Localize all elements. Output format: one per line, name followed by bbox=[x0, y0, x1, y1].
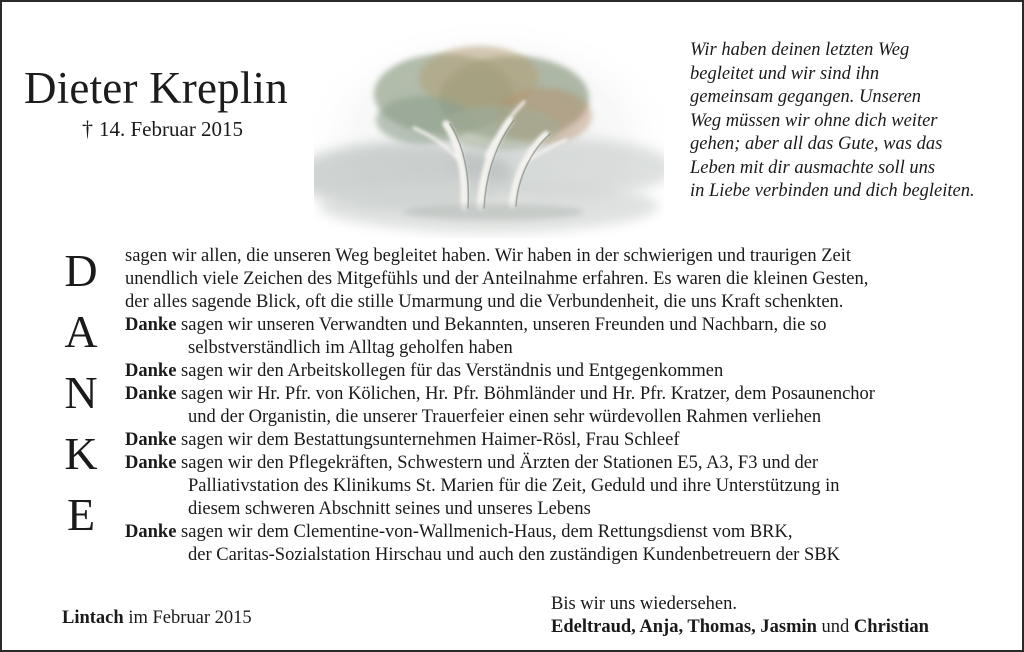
poem-line: gemeinsam gegangen. Unseren bbox=[690, 87, 922, 107]
intro-line: der alles sagende Blick, oft die stille Umarmung und die Verbundenheit, die uns Kraft schenkten. bbox=[125, 292, 844, 312]
thanks-item bbox=[125, 314, 1015, 337]
poem-line: gehen; aber all das Gute, was das bbox=[690, 134, 943, 154]
place-date bbox=[62, 607, 252, 630]
thanks-text-line: sagen wir dem Bestattungsunternehmen Haimer-Rösl, Frau Schleef bbox=[176, 430, 680, 450]
watercolor-tree-icon bbox=[314, 16, 664, 238]
thanks-item bbox=[125, 521, 1015, 544]
poem-line: Wir haben deinen letzten Weg bbox=[690, 40, 910, 60]
thanks-keyword: Danke bbox=[125, 384, 177, 404]
signers-line bbox=[551, 616, 929, 639]
thanks-keyword: Danke bbox=[125, 315, 177, 335]
thanks-keyword: Danke bbox=[125, 361, 177, 381]
intro-line: sagen wir allen, die unseren Weg begleitet haben. Wir haben in der schwierigen und traurigen Zeit bbox=[125, 246, 852, 266]
thanks-text-line: sagen wir Hr. Pfr. von Kölichen, Hr. Pfr. Böhmländer und Hr. Pfr. Kratzer, dem Posaunenchor bbox=[176, 384, 875, 404]
death-date-line bbox=[82, 116, 243, 142]
place-name: Lintach bbox=[62, 608, 124, 628]
thanks-text bbox=[125, 245, 1015, 567]
thanks-keyword: Danke bbox=[125, 453, 177, 473]
farewell-line: Bis wir uns wiedersehen. bbox=[551, 594, 737, 614]
thanks-continuation: und der Organistin, die unserer Trauerfeier einen sehr würdevollen Rahmen verliehen bbox=[188, 407, 822, 427]
thanks-continuation: der Caritas-Sozialstation Hirschau und auch den zuständigen Kundenbetreuern der SBK bbox=[188, 545, 840, 565]
farewell-block bbox=[551, 593, 929, 639]
thanks-text-line: sagen wir unseren Verwandten und Bekannten, unseren Freunden und Nachbarn, die so bbox=[176, 315, 827, 335]
signers-last: Christian bbox=[853, 617, 929, 637]
danke-vertical-title bbox=[46, 240, 116, 545]
death-date: 14. Februar 2015 bbox=[99, 117, 244, 141]
danke-letter: E bbox=[66, 489, 96, 540]
thanks-item bbox=[125, 429, 1015, 452]
thanks-keyword: Danke bbox=[125, 430, 177, 450]
thanks-text-line: sagen wir dem Clementine-von-Wallmenich-Haus, dem Rettungsdienst vom BRK, bbox=[176, 522, 793, 542]
thanks-keyword: Danke bbox=[125, 522, 177, 542]
place-date-text: im Februar 2015 bbox=[123, 608, 252, 628]
deceased-name: Dieter Kreplin bbox=[24, 63, 288, 113]
signers-and: und bbox=[816, 617, 854, 637]
poem-line: Weg müssen wir ohne dich weiter bbox=[690, 110, 938, 131]
thanks-continuation: selbstverständlich im Alltag geholfen haben bbox=[188, 338, 513, 358]
signers-names: Edeltraud, Anja, Thomas, Jasmin bbox=[551, 617, 817, 637]
poem bbox=[690, 39, 1020, 204]
poem-line: Leben mit dir ausmachte soll uns bbox=[690, 157, 936, 178]
poem-line: begleitet und wir sind ihn bbox=[690, 63, 880, 84]
intro-line: unendlich viele Zeichen des Mitgefühls und der Anteilnahme erfahren. Es waren die kleinen Gesten, bbox=[125, 269, 869, 289]
thanks-continuation: Palliativstation des Klinikums St. Marien für die Zeit, Geduld und ihre Unterstützung in bbox=[188, 476, 840, 496]
danke-letter: N bbox=[64, 367, 98, 418]
thanks-text-line: sagen wir den Pflegekräften, Schwestern und Ärzten der Stationen E5, A3, F3 und der bbox=[176, 453, 819, 473]
thanks-item bbox=[125, 452, 1015, 475]
danke-letter: D bbox=[64, 245, 98, 296]
danke-letter: K bbox=[64, 428, 98, 479]
thanks-continuation: diesem schweren Abschnitt seines und unseres Lebens bbox=[188, 499, 591, 519]
danke-letter: A bbox=[64, 306, 98, 357]
poem-line: in Liebe verbinden und dich begleiten. bbox=[690, 181, 975, 201]
thanks-text-line: sagen wir den Arbeitskollegen für das Verständnis und Entgegenkommen bbox=[176, 361, 724, 381]
cross-icon: † bbox=[82, 116, 93, 141]
thanks-item bbox=[125, 383, 1015, 406]
thanks-item bbox=[125, 360, 1015, 383]
